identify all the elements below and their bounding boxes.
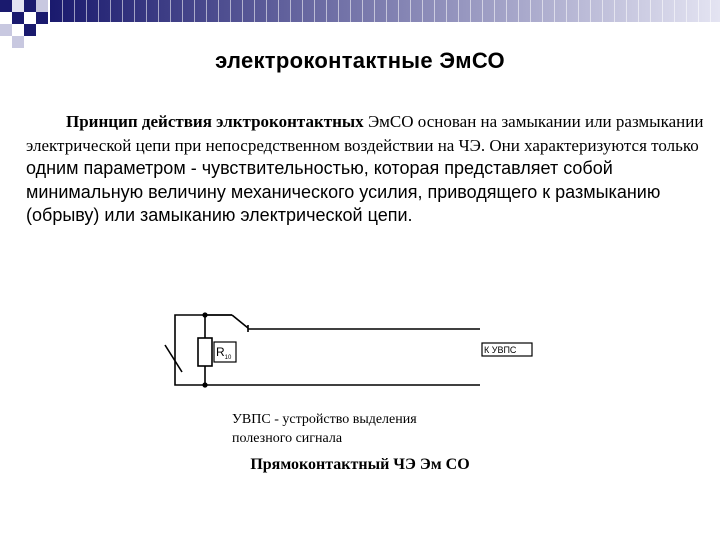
junction-top: [202, 312, 207, 317]
paragraph-serif-text: ЭмСО основан на замыкании или размыкании электрической цепи при непосредственном воздействии на ЧЭ. Они характеризуются только: [26, 112, 704, 155]
slide-title: электроконтактные ЭмСО: [215, 48, 505, 73]
diagram-caption: Прямоконтактный ЧЭ Эм СО: [250, 456, 470, 473]
paragraph-bold-lead: Принцип действия элктроконтактных: [66, 112, 364, 131]
resistor-label: $R_{10}$: [216, 345, 232, 361]
uvps-label: К УВПС: [484, 345, 517, 355]
junction-bottom: [202, 382, 207, 387]
resistor-r10: [198, 338, 212, 366]
switch-contact: [165, 345, 182, 372]
paragraph-sans-text: одним параметром - чувствительностью, которая представляет собой минимальную величину механического усилия, приводящего к размыканию (обрыву) или замыканию электрической цепи.: [26, 158, 661, 225]
uvps-note: [232, 410, 417, 448]
body-paragraph: [26, 110, 706, 228]
circuit-diagram: [0, 300, 720, 400]
note-line-1: УВПС - устройство выделения: [232, 412, 417, 427]
note-line-2: полезного сигнала: [232, 431, 343, 446]
switch-top-blade: [232, 315, 248, 328]
